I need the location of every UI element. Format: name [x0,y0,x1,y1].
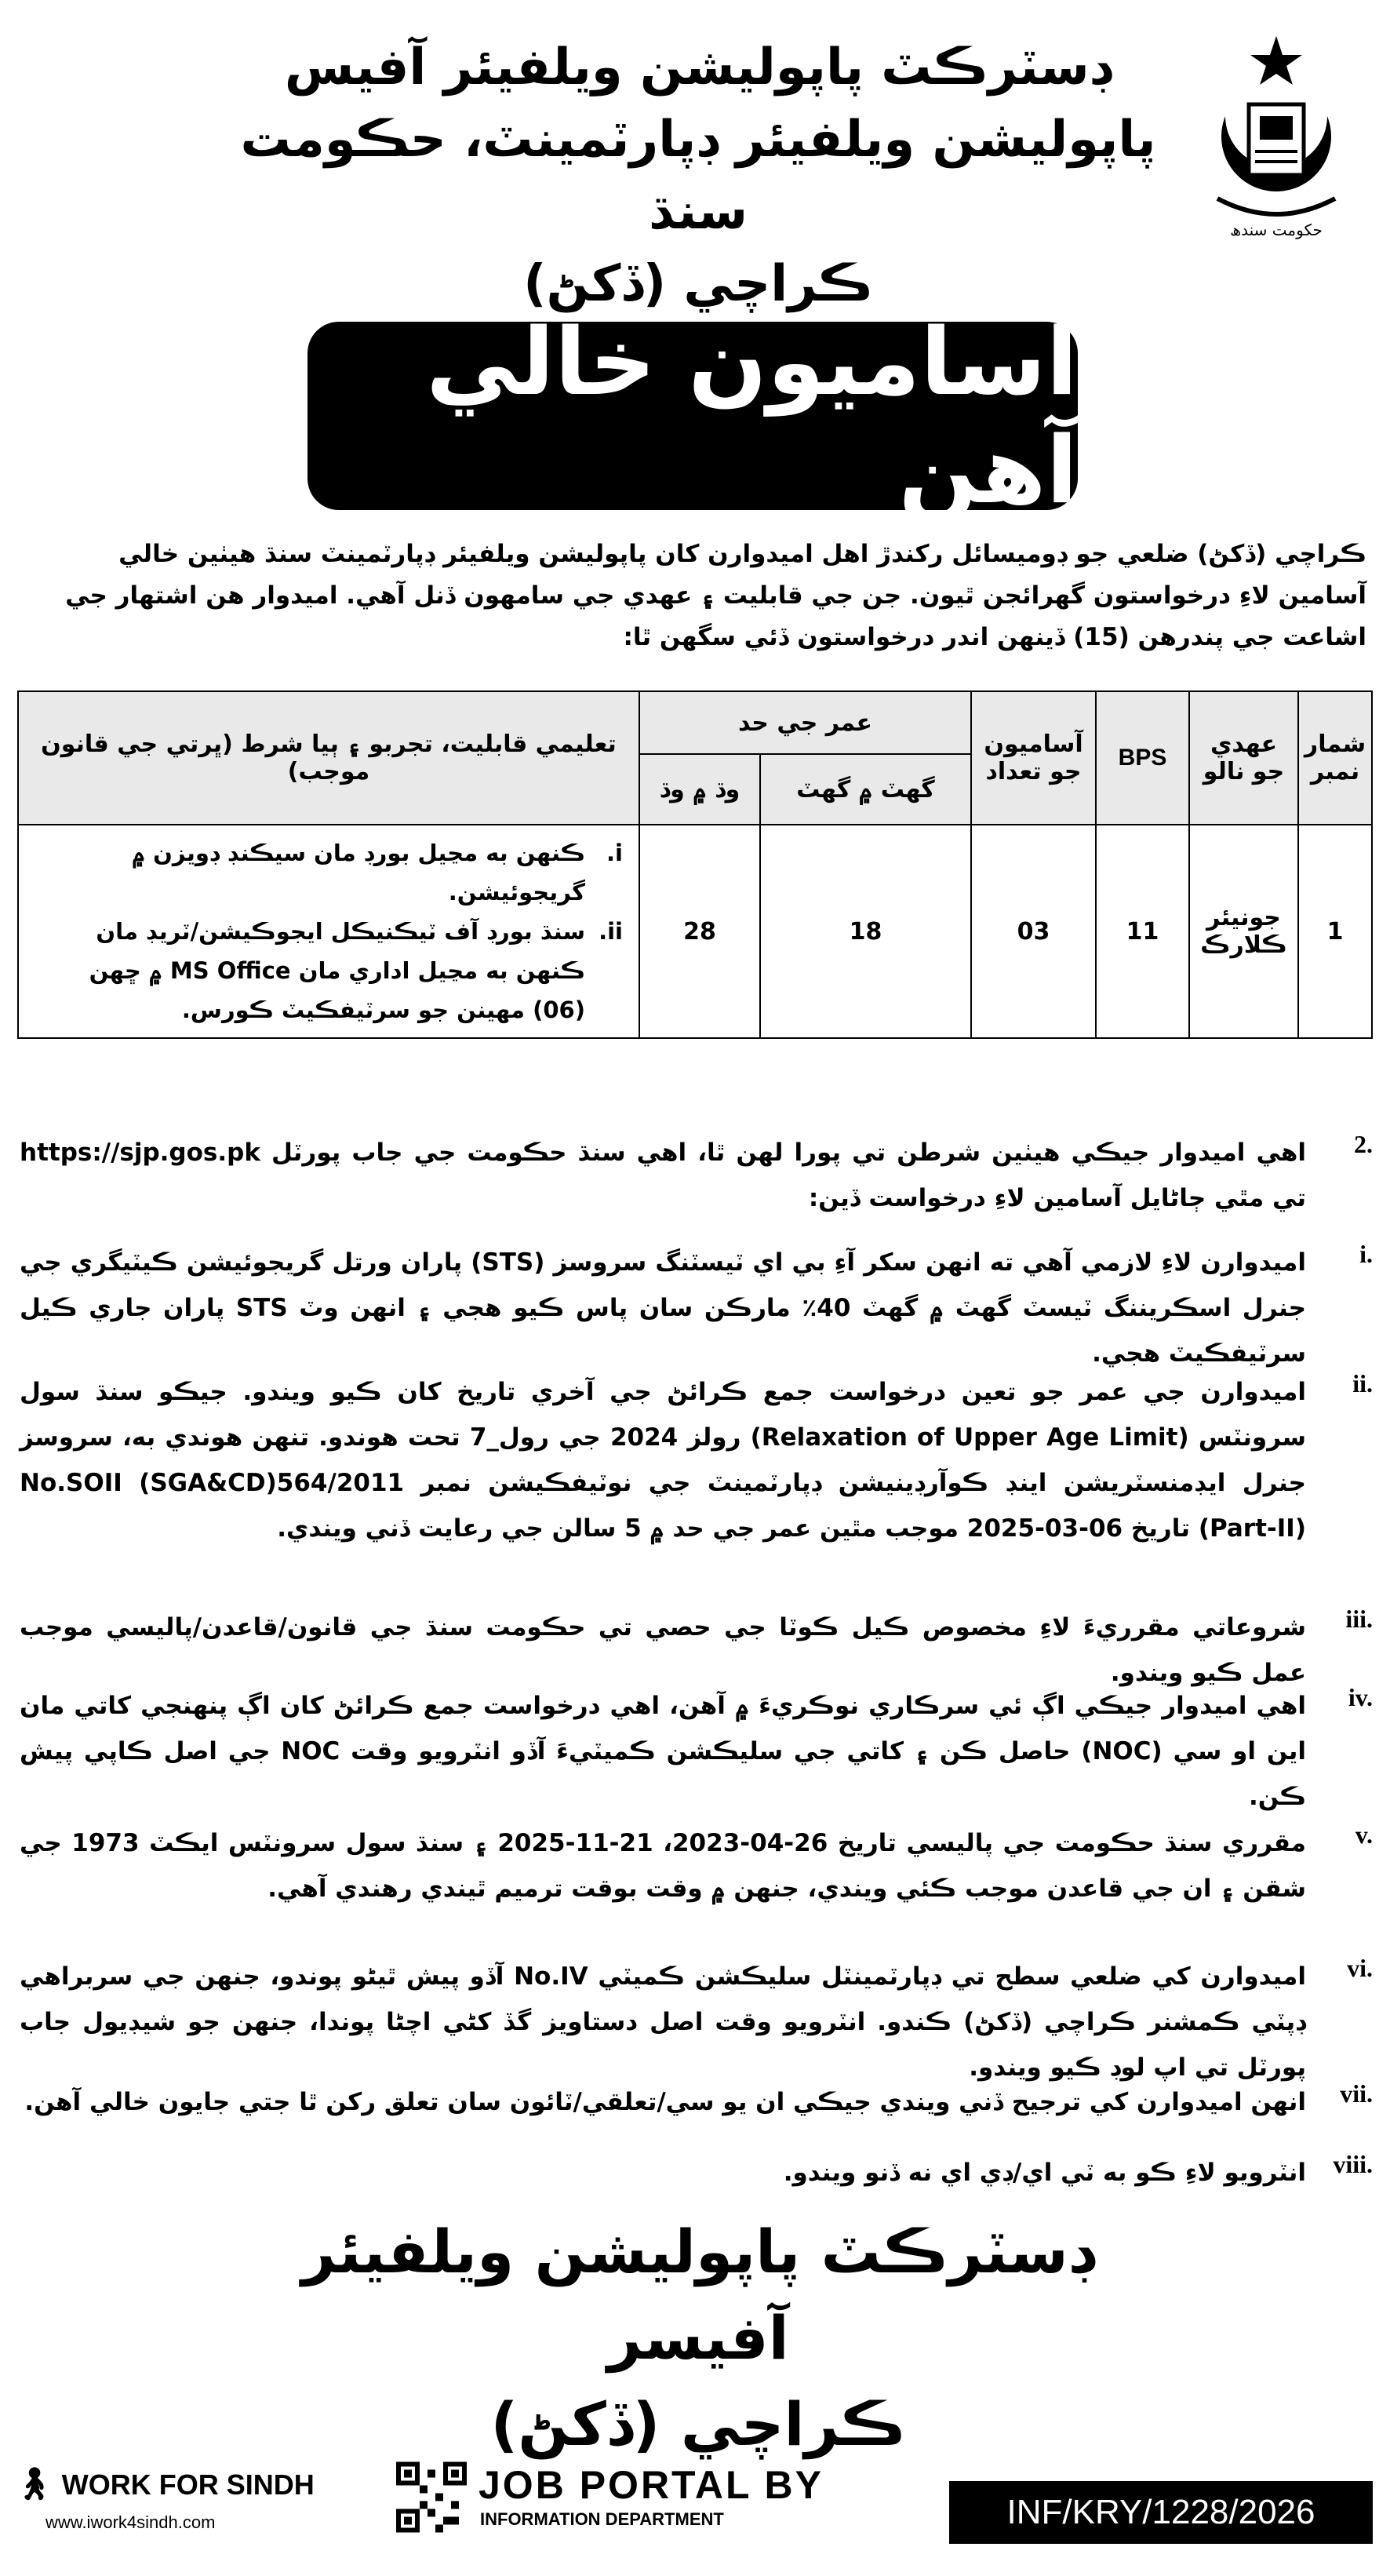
th-qualification: تعليمي قابليت، تجربو ۽ ٻيا شرط (ڀرتي جي قانون موجب) [18,691,639,825]
wfs-url: www.iwork4sindh.com [45,2512,216,2532]
item-number: ii. [1352,1369,1373,1397]
item-number: v. [1355,1820,1373,1849]
header-location: ڪراچي (ڏکڻ) [523,255,873,313]
item-text: انٽرويو لاءِ ڪو به ٽي اي/ڊي اي نه ڏنو ويندو. [783,2159,1306,2187]
reference-number: INF/KRY/1228/2026 [1006,2493,1315,2531]
item-text: شروعاتي مقرريءَ لاءِ مخصوص ڪيل ڪوٽا جي حصي تي حڪومت سنڌ جي قانون/قاعدن/پاليسي موجب عمل ڪيو ويندو. [20,1613,1306,1687]
item-text: اميدوارن جي عمر جو تعين درخواست جمع ڪرائڻ جي آخري تاريخ کان ڪيو ويندو. جيڪو سنڌ سول سرونٽس (Relaxation of Upper Age Limit) رولز 2024 جي رول_7 تحت هوندو. تنهن هوندي به، سروسز جنرل ايڊمنسٽريشن اينڊ ڪوآرڊينيشن ڊپارٽمينٽ جي نوٽيفڪيشن نمبر No.SOII (SGA&CD)564/2011 (Part-II) تاريخ 06-03-2025 موجب مٿين عمر جي حد ۾ 5 سالن جي رعايت ڏني ويندي. [20,1378,1306,1543]
th-age-min: گهٽ ۾ گهٽ [760,754,971,825]
th-age-max: وڌ ۾ وڌ [639,754,760,825]
cell-bps: 11 [1096,825,1189,1038]
sindh-government-emblem [1194,30,1359,242]
person-icon: 🚶︎ [14,2467,54,2501]
item-number: iv. [1348,1683,1373,1711]
item-text: اهي اميدوار جيڪي اڳ ئي سرڪاري نوڪريءَ ۾ آهن، اهي درخواست جمع ڪرائڻ کان اڳ پنهنجي کاتي مان اين او سي (NOC) حاصل ڪن ۽ کاتي جي سليڪشن ڪميٽيءَ آڏو انٽرويو وقت NOC جي اصل ڪاپي پيش ڪن. [20,1692,1307,1811]
footer [0,2425,1390,2576]
emblem-text: حکومت سندھ [1230,220,1323,239]
item-text: اميدوارن لاءِ لازمي آهي ته انهن سکر آءِ بي اي ٽيسٽنگ سروسز (STS) پاران ورتل گريجوئيشن ڪيٽيگري جي جنرل اسڪريننگ ٽيسٽ گهٽ ۾ گهٽ 40٪ مارڪن سان پاس ڪيو هجي ۽ انهن وٽ STS پاران جاري ڪيل سرٽيفڪيٽ هجي. [20,1248,1306,1368]
information-department-label: INFORMATION DEPARTMENT [480,2509,724,2529]
cell-age-max: 28 [639,825,760,1038]
vacancy-table [17,690,1373,1039]
intro-paragraph: ڪراچي (ڏکڻ) ضلعي جو ڊوميسائل رکندڙ اهل اميدوارن کان پاپوليشن ويلفيئر ڊپارٽمينٽ سنڌ هيٺين خالي آسامين لاءِ درخواستون گهرائجن ٿيون. جن جي قابليت ۽ عهدي جي سامهون ڏنل آهي. اميدوار هن اشتهار جي اشاعت جي پندرهن (15) ڏينهن اندر درخواستون ڏئي سگهن ٿا: [65,540,1366,651]
item-number: vii. [1340,2079,1373,2108]
item-number: i. [1359,1240,1373,1268]
header [0,0,1390,314]
job-portal-label: JOB PORTAL BY [478,2463,824,2507]
item-number: 2. [1354,1130,1373,1158]
qualification-number: i. [606,840,623,866]
cell-count: 03 [971,825,1096,1038]
vacancies-banner [307,308,1078,524]
table-row [18,825,1372,1038]
work-for-sindh-logo [14,2465,315,2502]
item-text: انهن اميدوارن کي ترجيح ڏني ويندي جيڪي ان يو سي/تعلقي/ٽائون سان تعلق رکن ٿا جتي جايون خالي آهن. [24,2088,1306,2116]
wfs-logo-text: WORK FOR SINDH [61,2469,315,2501]
reference-number-box [949,2481,1373,2544]
cell-post: جونيئر ڪلارڪ [1189,825,1298,1038]
header-text [235,31,1161,320]
qualification-text: ڪنهن به مڃيل بورڊ مان سيڪنڊ ڊويزن ۾ گريجوئيشن. [132,840,585,905]
cell-qualification [18,825,639,1038]
item-number: iii. [1345,1605,1373,1633]
item-number: viii. [1333,2150,1373,2178]
qualification-text: سنڌ بورڊ آف ٽيڪنيڪل ايجوڪيشن/ٽريڊ مان ڪنهن به مڃيل اداري مان MS Office ۾ ڇهن (06) مهينن جو سرٽيفڪيٽ ڪورس. [89,918,585,1023]
th-count: آساميون جو تعداد [971,691,1096,825]
cell-age-min: 18 [760,825,971,1038]
th-post: عهدي جو نالو [1189,691,1298,825]
qualification-number: ii. [599,918,623,945]
th-bps: BPS [1096,691,1189,825]
cell-sno: 1 [1298,825,1372,1038]
signatory-title: ڊسٽرڪٽ پاپوليشن ويلفيئر آفيسر [301,2217,1095,2373]
qr-code-icon [396,2460,467,2534]
qualification-item [35,833,623,912]
header-office-name: ڊسٽرڪٽ پاپوليشن ويلفيئر آفيس [284,38,1112,97]
th-sno: شمار نمبر [1298,691,1372,825]
banner-title: آساميون خالي آهن [426,308,1078,524]
item-text: مقرري سنڌ حڪومت جي پاليسي تاريخ 26-04-2023، 21-11-2025 ۽ سنڌ سول سرونٽس ايڪٽ 1973 جي شقن ۽ ان جي قاعدن موجب ڪئي ويندي، جنهن ۾ وقت بوقت ترميم ٿيندي رهندي آهي. [20,1829,1307,1903]
item-text: اهي اميدوار جيڪي هيٺين شرطن تي پورا لهن ٿا، اهي سنڌ حڪومت جي جاب پورٽل https://sjp.gos.pk تي مٿي ڄاڻايل آسامين لاءِ درخواست ڏين: [20,1139,1306,1212]
header-department: پاپوليشن ويلفيئر ڊپارٽمينٽ، حڪومت سنڌ [240,111,1156,241]
item-number: vi. [1347,1954,1373,1982]
qualification-item [35,912,623,1029]
th-age: عمر جي حد [639,691,971,754]
item-text: اميدوارن کي ضلعي سطح تي ڊپارٽمينٽل سليڪشن ڪميٽي No.IV آڏو پيش ٿيڻو پوندو، جنهن جي سربراهي ڊپٽي ڪمشنر ڪراچي (ڏکڻ) ڪندو. انٽرويو وقت اصل دستاويز گڏ کڻي اچڻا پوندا، جنهن جو شيڊيول جاب پورٽل تي اپ لوڊ ڪيو ويندو. [20,1962,1307,2082]
signatory-location: ڪراچي (ڏکڻ) [490,2389,906,2459]
